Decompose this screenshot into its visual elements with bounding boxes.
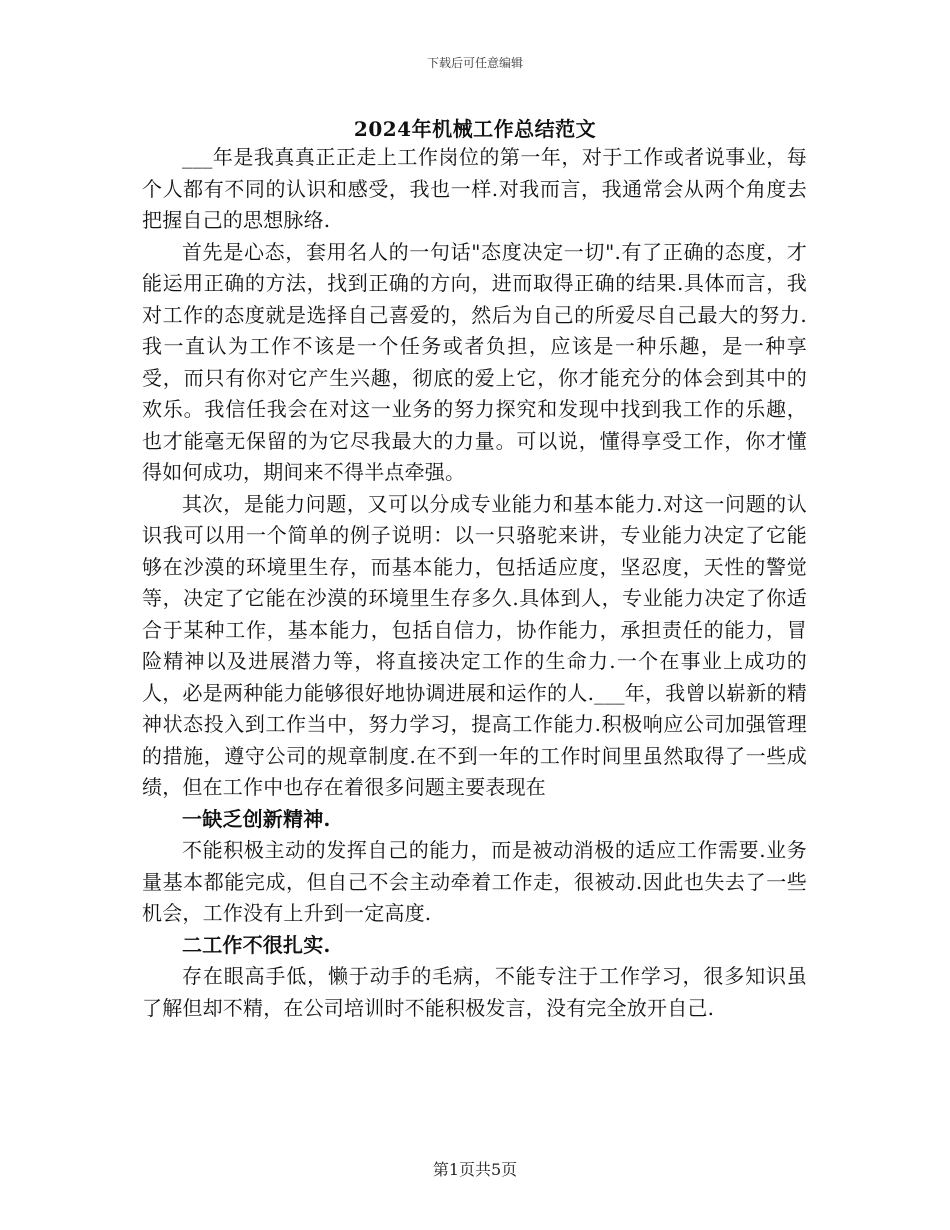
paragraph-intro: ___年是我真真正正走上工作岗位的第一年，对于工作或者说事业，每个人都有不同的认识和感受，我也一样.对我而言，我通常会从两个角度去把握自己的思想脉络. [142, 145, 807, 232]
paragraph-attitude: 首先是心态，套用名人的一句话"态度决定一切".有了正确的态度，才能运用正确的方法，找到正确的方向，进而取得正确的结果.具体而言，我对工作的态度就是选择自己喜爱的，然后为自己的所爱尽自己最大的努力.我一直认为工作不该是一个任务或者负担，应该是一种乐趣，是一种享受，而只有你对它产生兴趣，彻底的爱上它，你才能充分的体会到其中的欢乐。我信任我会在对这一业务的努力探究和发现中找到我工作的乐趣，也才能毫无保留的为它尽我最大的力量。可以说，懂得享受工作，你才懂得如何成功，期间来不得半点牵强。 [142, 239, 807, 484]
paragraph-ability: 其次，是能力问题，又可以分成专业能力和基本能力.对这一问题的认识我可以用一个简单的例子说明：以一只骆驼来讲，专业能力决定了它能够在沙漠的环境里生存，而基本能力，包括适应度，坚忍度，天性的警觉等，决定了它能在沙漠的环境里生存多久.具体到人，专业能力决定了你适合于某种工作，基本能力，包括自信力，协作能力，承担责任的能力，冒险精神以及进展潜力等，将直接决定工作的生命力.一个在事业上成功的人，必是两种能力能够很好地协调进展和运作的人.___年，我曾以崭新的精神状态投入到工作当中，努力学习，提高工作能力.积极响应公司加强管理的措施，遵守公司的规章制度.在不到一年的工作时间里虽然取得了一些成绩，但在工作中也存在着很多问题主要表现在 [142, 491, 807, 799]
document-body [142, 142, 807, 1024]
section-heading-2: 二工作不很扎实. [182, 932, 331, 957]
header-note: 下载后可任意编辑 [426, 56, 523, 70]
paragraph-work-solid: 存在眼高手低，懒于动手的毛病，不能专注于工作学习，很多知识虽了解但却不精，在公司培训时不能积极发言，没有完全放开自己. [142, 964, 807, 1020]
document-title: 2024年机械工作总结范文 [353, 117, 597, 141]
paragraph-innovation: 不能积极主动的发挥自己的能力，而是被动消极的适应工作需要.业务量基本都能完成，但自己不会主动牵着工作走，很被动.因此也失去了一些机会，工作没有上升到一定高度. [142, 838, 807, 925]
section-heading-1: 一缺乏创新精神. [182, 806, 331, 831]
page-number-footer: 第1页共5页 [432, 1160, 518, 1179]
